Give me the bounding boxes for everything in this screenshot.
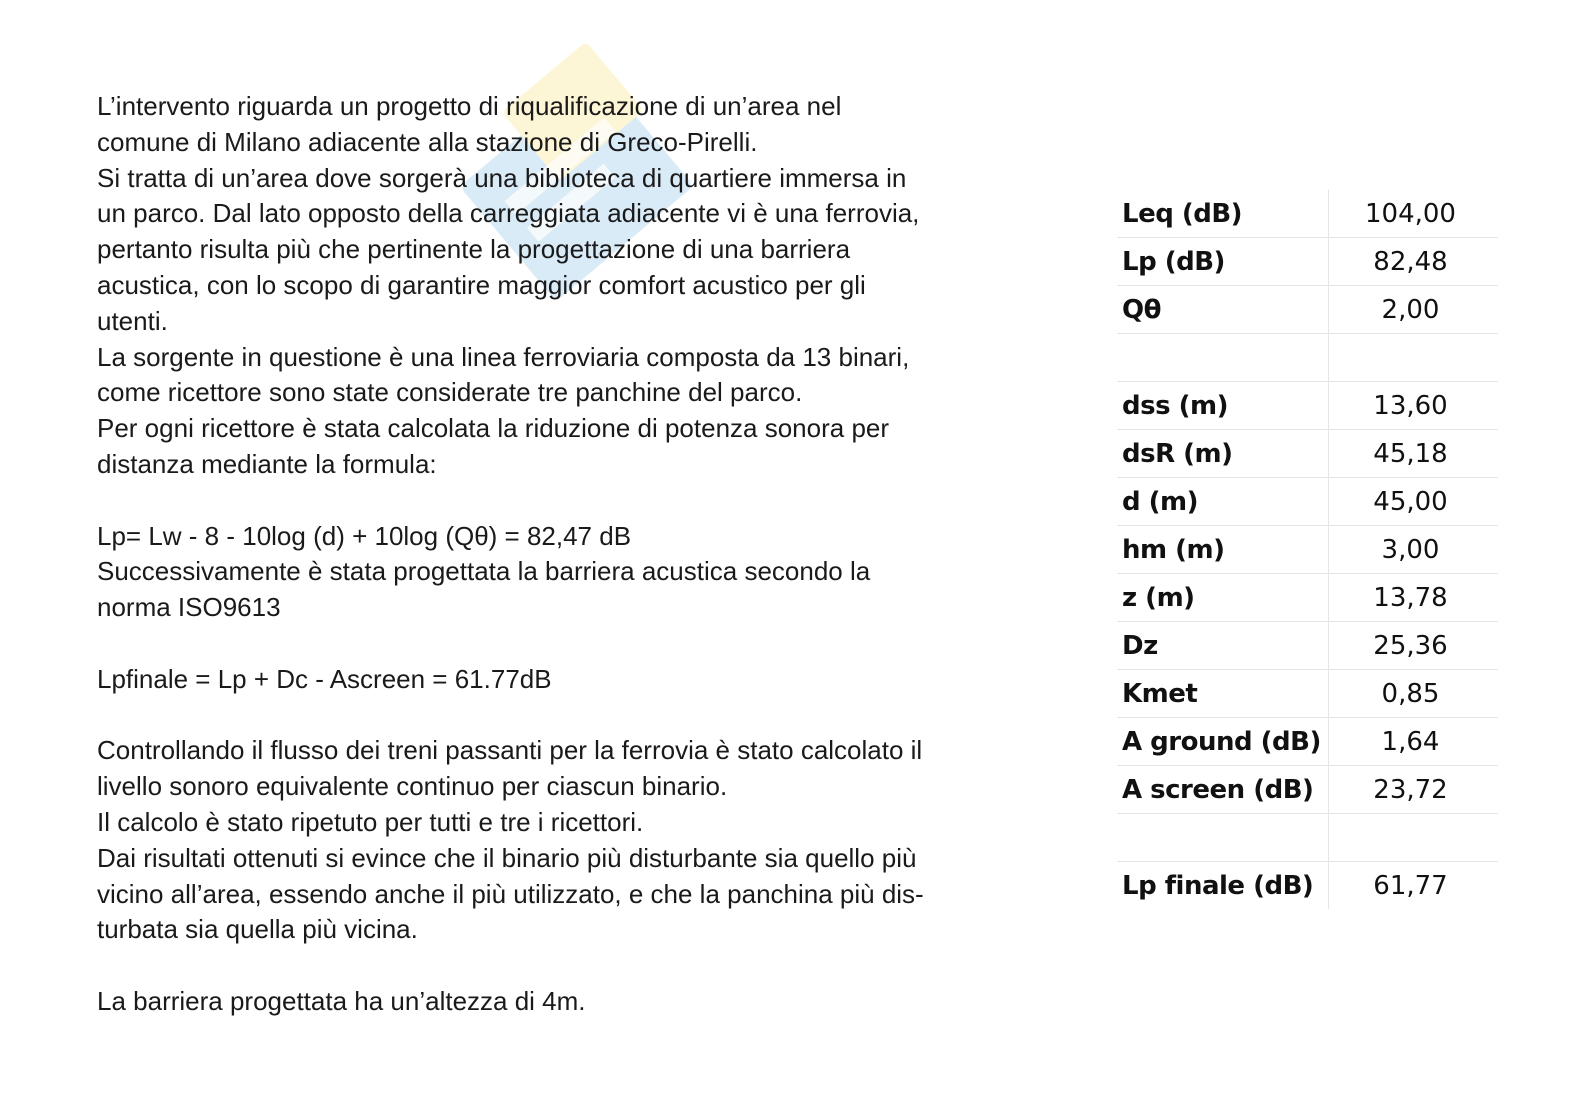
body-text — [97, 89, 1067, 1020]
text-line: Lp= Lw - 8 - 10log (d) + 10log (Qθ) = 82,47 dB — [97, 520, 632, 551]
text-line: pertanto risulta più che pertinente la progettazione di una barriera — [97, 234, 851, 265]
table-row — [1117, 286, 1498, 334]
table-row — [1117, 430, 1498, 478]
table-row — [1117, 622, 1498, 670]
row-label: Kmet — [1117, 670, 1329, 718]
row-value: 23,72 — [1329, 766, 1499, 814]
blank-line — [97, 626, 1067, 662]
row-label: Leq (dB) — [1117, 190, 1329, 238]
table-row — [1117, 862, 1498, 910]
table-row — [1117, 718, 1498, 766]
results-table — [1117, 190, 1498, 909]
row-value: 13,78 — [1329, 574, 1499, 622]
text-line: acustica, con lo scopo di garantire maggior comfort acustico per gli — [97, 269, 866, 300]
row-value: 3,00 — [1329, 526, 1499, 574]
text-line: Dai risultati ottenuti si evince che il binario più disturbante sia quello più — [97, 842, 917, 873]
text-line: turbata sia quella più vicina. — [97, 914, 418, 945]
row-value: 61,77 — [1373, 870, 1448, 901]
row-label: Lp finale (dB) — [1117, 862, 1329, 910]
row-value: 25,36 — [1329, 622, 1499, 670]
text-line: un parco. Dal lato opposto della carreggiata adiacente vi è una ferrovia, — [97, 198, 920, 229]
table-row — [1117, 670, 1498, 718]
text-line: Controllando il flusso dei treni passanti per la ferrovia è stato calcolato il — [97, 735, 923, 766]
text-line: distanza mediante la formula: — [97, 448, 437, 479]
row-value: 0,85 — [1329, 670, 1499, 718]
row-value: 45,00 — [1329, 478, 1499, 526]
text-line: vicino all’area, essendo anche il più utilizzato, e che la panchina più dis- — [97, 878, 924, 909]
text-line: livello sonoro equivalente continuo per ciascun binario. — [97, 771, 728, 802]
table-row — [1117, 190, 1498, 238]
row-value: 104,00 — [1329, 190, 1499, 238]
text-line: Successivamente è stata progettata la barriera acustica secondo la — [97, 556, 871, 587]
text-line: Si tratta di un’area dove sorgerà una biblioteca di quartiere immersa in — [97, 162, 907, 193]
row-value: 1,64 — [1329, 718, 1499, 766]
table-row — [1117, 238, 1498, 286]
text-line: norma ISO9613 — [97, 592, 281, 623]
row-label: hm (m) — [1117, 526, 1329, 574]
row-label: Dz — [1117, 622, 1329, 670]
row-label: z (m) — [1117, 574, 1329, 622]
row-label: dss (m) — [1117, 382, 1329, 430]
row-value: 45,18 — [1329, 430, 1499, 478]
blank-line — [97, 483, 1067, 519]
text-line: Il calcolo è stato ripetuto per tutti e tre i ricettori. — [97, 806, 644, 837]
table-row — [1117, 382, 1498, 430]
text-line: utenti. — [97, 305, 168, 336]
blank-line — [97, 698, 1067, 734]
row-value: 2,00 — [1329, 286, 1499, 334]
table-row — [1117, 526, 1498, 574]
blank-line — [97, 948, 1067, 984]
row-label: d (m) — [1117, 478, 1329, 526]
row-label — [1117, 334, 1329, 382]
row-label — [1117, 814, 1329, 862]
row-value — [1329, 814, 1499, 862]
text-line: come ricettore sono state considerate tre panchine del parco. — [97, 377, 803, 408]
text-line: La sorgente in questione è una linea ferroviaria composta da 13 binari, — [97, 341, 910, 372]
row-label: A screen (dB) — [1117, 766, 1329, 814]
row-label: dsR (m) — [1117, 430, 1329, 478]
table-row — [1117, 478, 1498, 526]
table-row — [1117, 766, 1498, 814]
table-row — [1117, 814, 1498, 862]
row-value: 82,48 — [1329, 238, 1499, 286]
text-line: L’intervento riguarda un progetto di riqualificazione di un’area nel — [97, 91, 842, 121]
row-label: A ground (dB) — [1117, 718, 1329, 766]
text-line: Per ogni ricettore è stata calcolata la riduzione di potenza sonora per — [97, 413, 890, 444]
text-line: La barriera progettata ha un’altezza di 4m. — [97, 985, 586, 1016]
text-line: Lpfinale = Lp + Dc - Ascreen = 61.77dB — [97, 663, 552, 694]
row-label: Qθ — [1117, 286, 1329, 334]
table-row — [1117, 574, 1498, 622]
table-row — [1117, 334, 1498, 382]
text-line: comune di Milano adiacente alla stazione di Greco-Pirelli. — [97, 126, 758, 157]
row-value: 13,60 — [1329, 382, 1499, 430]
row-label: Lp (dB) — [1117, 238, 1329, 286]
row-value — [1329, 334, 1499, 382]
